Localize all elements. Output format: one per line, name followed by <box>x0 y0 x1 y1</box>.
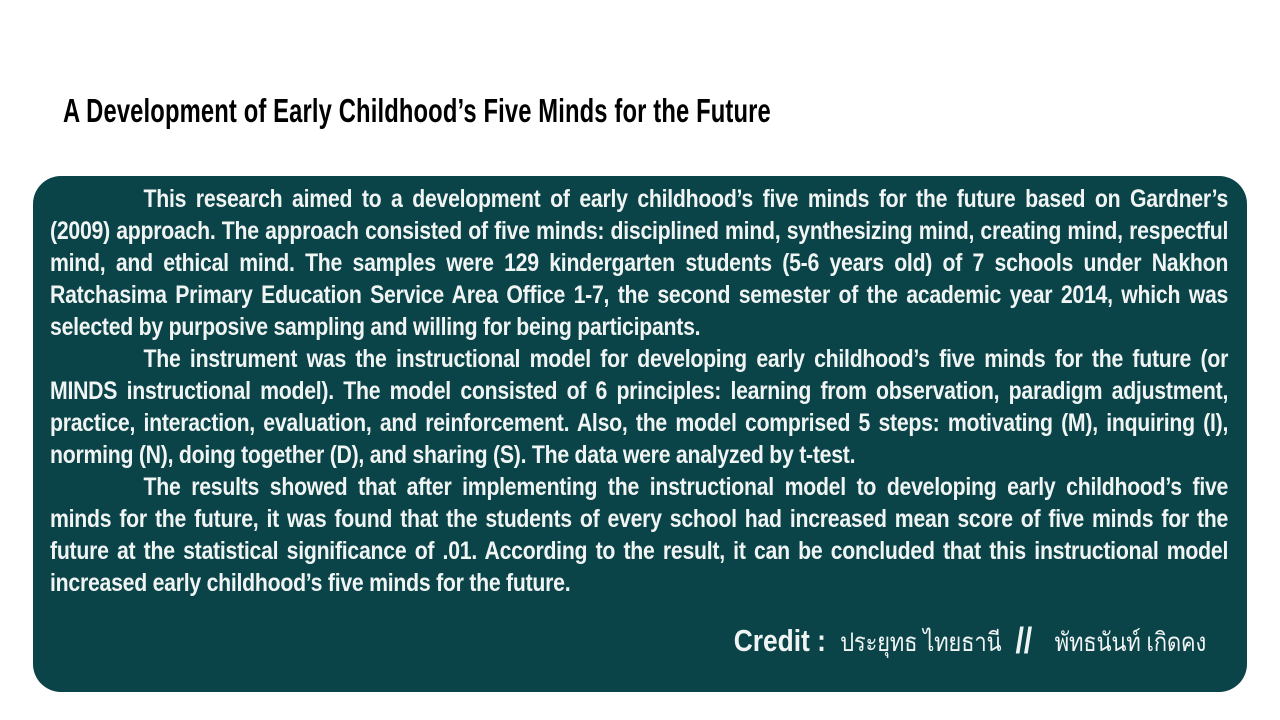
credit-author-2: พัทธนันท์ เกิดคง <box>1054 627 1206 657</box>
credit-separator: // <box>1015 620 1032 661</box>
credit-author-1: ประยุทธ ไทยธานี <box>840 627 1002 657</box>
abstract-panel <box>33 176 1247 692</box>
abstract-paragraph-2: The instrument was the instructional model for developing early childhood’s five minds for the future (or MINDS instructional model). The model consisted of 6 principles: learning from observation, paradigm adjustment, practice, interaction, evaluation, and reinforcement. Also, the model comprised 5 steps: motivating (M), inquiring (I), norming (N), doing together (D), and sharing (S). The data were analyzed by t-test. <box>50 345 1229 469</box>
credit-label: Credit : <box>733 623 826 658</box>
abstract-paragraph-1: This research aimed to a development of early childhood’s five minds for the future based on Gardner’s (2009) approach. The approach consisted of five minds: disciplined mind, synthesizing mind, creating mind, respectful mind, and ethical mind. The samples were 129 kindergarten students (5-6 years old) of 7 schools under Nakhon Ratchasima Primary Education Service Area Office 1-7, the second semester of the academic year 2014, which was selected by purposive sampling and willing for being participants. <box>50 185 1229 341</box>
credit-line <box>50 620 1228 661</box>
abstract-text-block <box>50 183 1228 659</box>
abstract-paragraph-3: The results showed that after implementing the instructional model to developing early childhood’s five minds for the future, it was found that the students of every school had increased mean score of five minds for the future at the statistical significance of .01. According to the result, it can be concluded that this instructional model increased early childhood’s five minds for the future. <box>50 473 1229 597</box>
slide-title: A Development of Early Childhood’s Five Minds for the Future <box>63 92 771 130</box>
